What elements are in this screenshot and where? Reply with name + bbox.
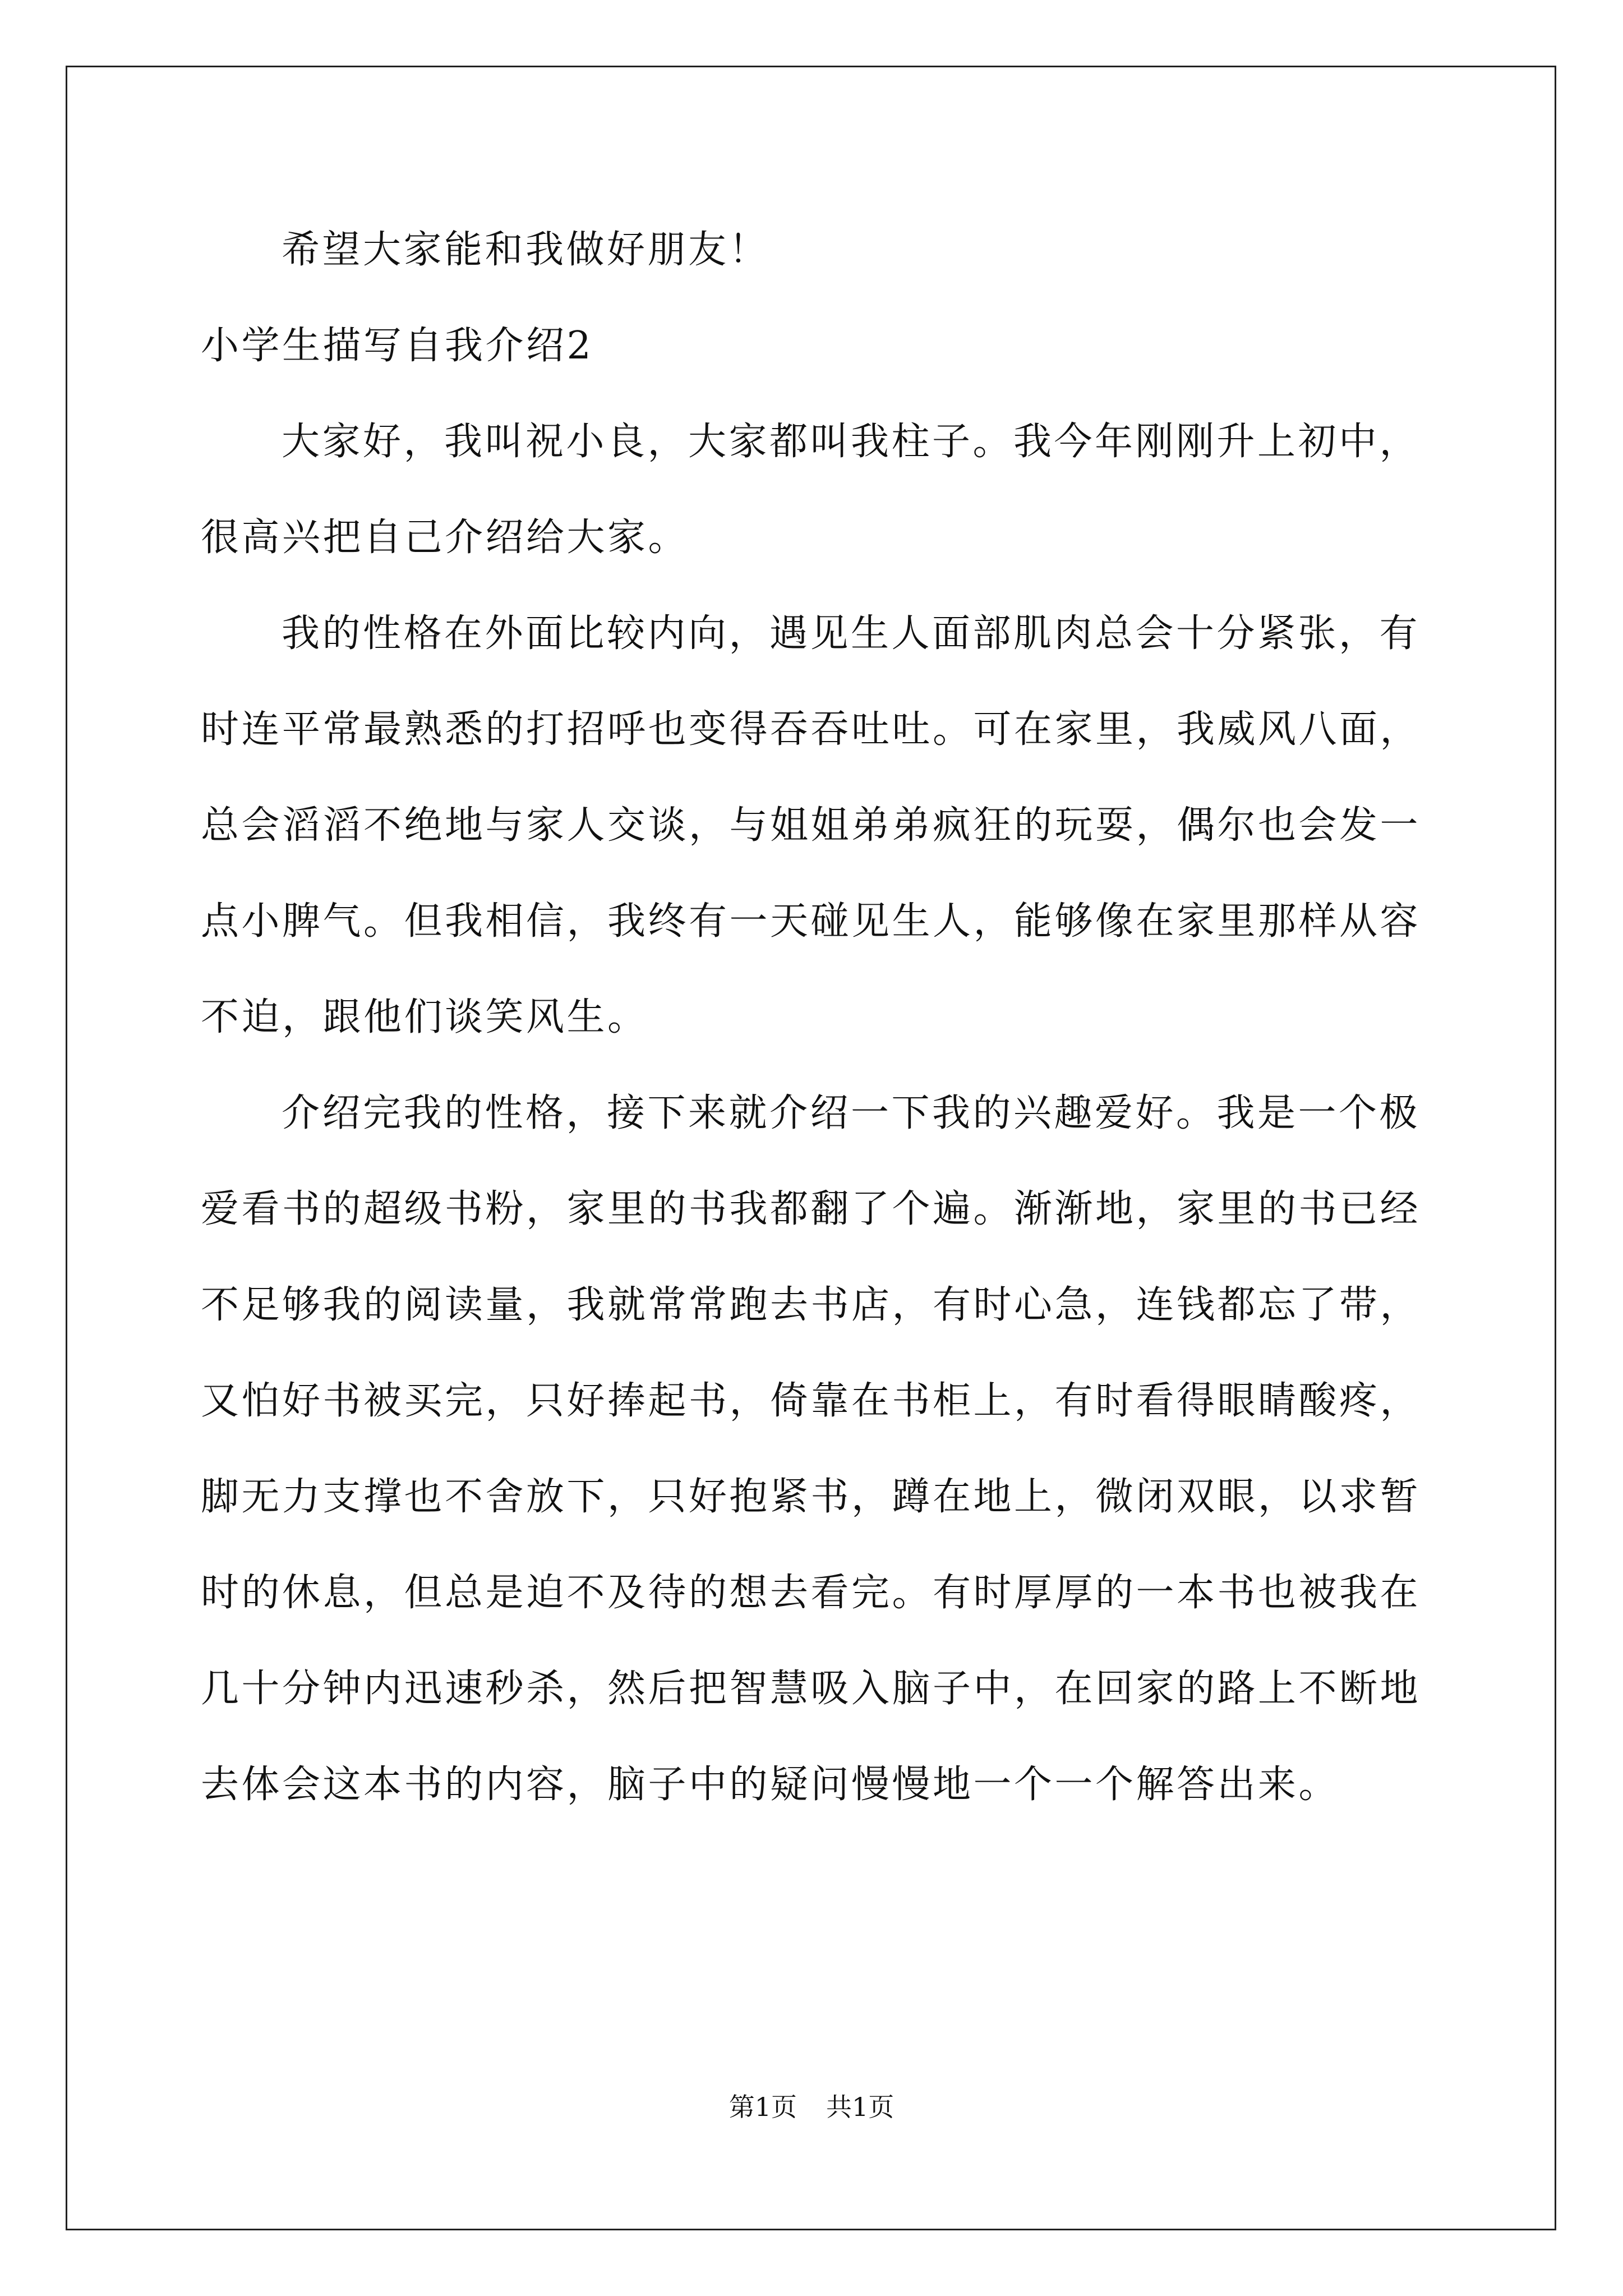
page-footer [0,2090,1623,2124]
page-total: 共1页 [826,2092,895,2122]
paragraph-greeting: 大家好，我叫祝小良，大家都叫我柱子。我今年刚刚升上初中，很高兴把自己介绍给大家。 [201,420,1421,560]
paragraph-hobbies: 介绍完我的性格，接下来就介绍一下我的兴趣爱好。我是一个极爱看书的超级书粉，家里的书我都翻了个遍。渐渐地，家里的书已经不足够我的阅读量，我就常常跑去书店，有时心急，连钱都忘了带，又怕好书被买完，只好捧起书，倚靠在书柜上，有时看得眼睛酸疼，脚无力支撑也不舍放下，只好抱紧书，蹲在地上，微闭双眼，以求暂时的休息，但总是迫不及待的想去看完。有时厚厚的一本书也被我在几十分钟内迅速秒杀，然后把智慧吸入脑子中，在回家的路上不断地去体会这本书的内容，脑子中的疑问慢慢地一个一个解答出来。 [201,1091,1421,1807]
paragraph-personality: 我的性格在外面比较内向，遇见生人面部肌肉总会十分紧张，有时连平常最熟悉的打招呼也变得吞吞吐吐。可在家里，我威风八面，总会滔滔不绝地与家人交谈，与姐姐弟弟疯狂的玩耍，偶尔也会发一点小脾气。但我相信，我终有一天碰见生人，能够像在家里那样从容不迫，跟他们谈笑风生。 [201,611,1421,1039]
paragraph-closing: 希望大家能和我做好朋友！ [282,228,770,272]
page-number: 第1页 [728,2092,797,2122]
section-heading: 小学生描写自我介绍2 [201,324,594,368]
document-body [201,202,1435,1833]
